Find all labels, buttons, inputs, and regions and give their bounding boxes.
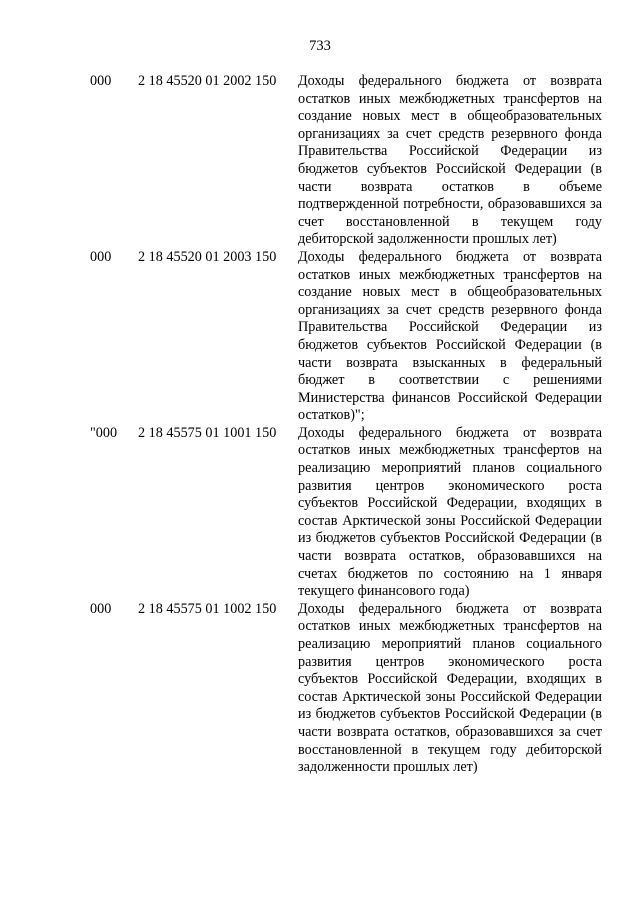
income-description: Доходы федерального бюджета от возврата остатков иных межбюджетных трансфертов на реализацию мероприятий планов социального развития центров экономического роста субъектов Российской Федерации, входящих в состав Арктической зоны Российской Федерации из бюджетов субъектов Российской Федерации (в части возврата остатков, образовавшихся на счетах бюджетов по состоянию на 1 января текущего финансового года) bbox=[298, 424, 602, 600]
admin-code: 000 bbox=[90, 600, 112, 617]
page-number: 733 bbox=[309, 38, 331, 54]
income-description: Доходы федерального бюджета от возврата остатков иных межбюджетных трансфертов на создание новых мест в общеобразовательных организациях за счет средств резервного фонда Правительства Российской Федерации из бюджетов субъектов Российской Федерации (в части возврата остатков в объеме подтвержденной потребности, образовавшихся за счет восстановленной в текущем году дебиторской задолженности прошлых лет) bbox=[298, 73, 602, 248]
table-row bbox=[90, 601, 602, 777]
budget-classification-code: 2 18 45575 01 1001 150 bbox=[138, 424, 277, 441]
budget-classification-code: 2 18 45520 01 2002 150 bbox=[138, 73, 277, 89]
income-description: Доходы федерального бюджета от возврата остатков иных межбюджетных трансфертов на создание новых мест в общеобразовательных организациях за счет средств резервного фонда Правительства Российской Федерации из бюджетов субъектов Российской Федерации (в части возврата взысканных в федеральный бюджет в соответствии с решениями Министерства финансов Российской Федерации остатков)"; bbox=[298, 248, 602, 424]
income-description: Доходы федерального бюджета от возврата остатков иных межбюджетных трансфертов на реализацию мероприятий планов социального развития центров экономического роста субъектов Российской Федерации, входящих в состав Арктической зоны Российской Федерации из бюджетов субъектов Российской Федерации (в части возврата остатков, образовавшихся за счет восстановленной в текущем году дебиторской задолженности прошлых лет) bbox=[298, 600, 602, 776]
admin-code: 000 bbox=[90, 73, 112, 89]
budget-classification-code: 2 18 45575 01 1002 150 bbox=[138, 600, 277, 617]
table-row bbox=[90, 425, 602, 601]
budget-code-table bbox=[90, 73, 602, 777]
admin-code: "000 bbox=[90, 424, 118, 441]
budget-classification-code: 2 18 45520 01 2003 150 bbox=[138, 248, 277, 265]
admin-code: 000 bbox=[90, 248, 112, 265]
table-row bbox=[90, 249, 602, 425]
table-row bbox=[90, 73, 602, 249]
